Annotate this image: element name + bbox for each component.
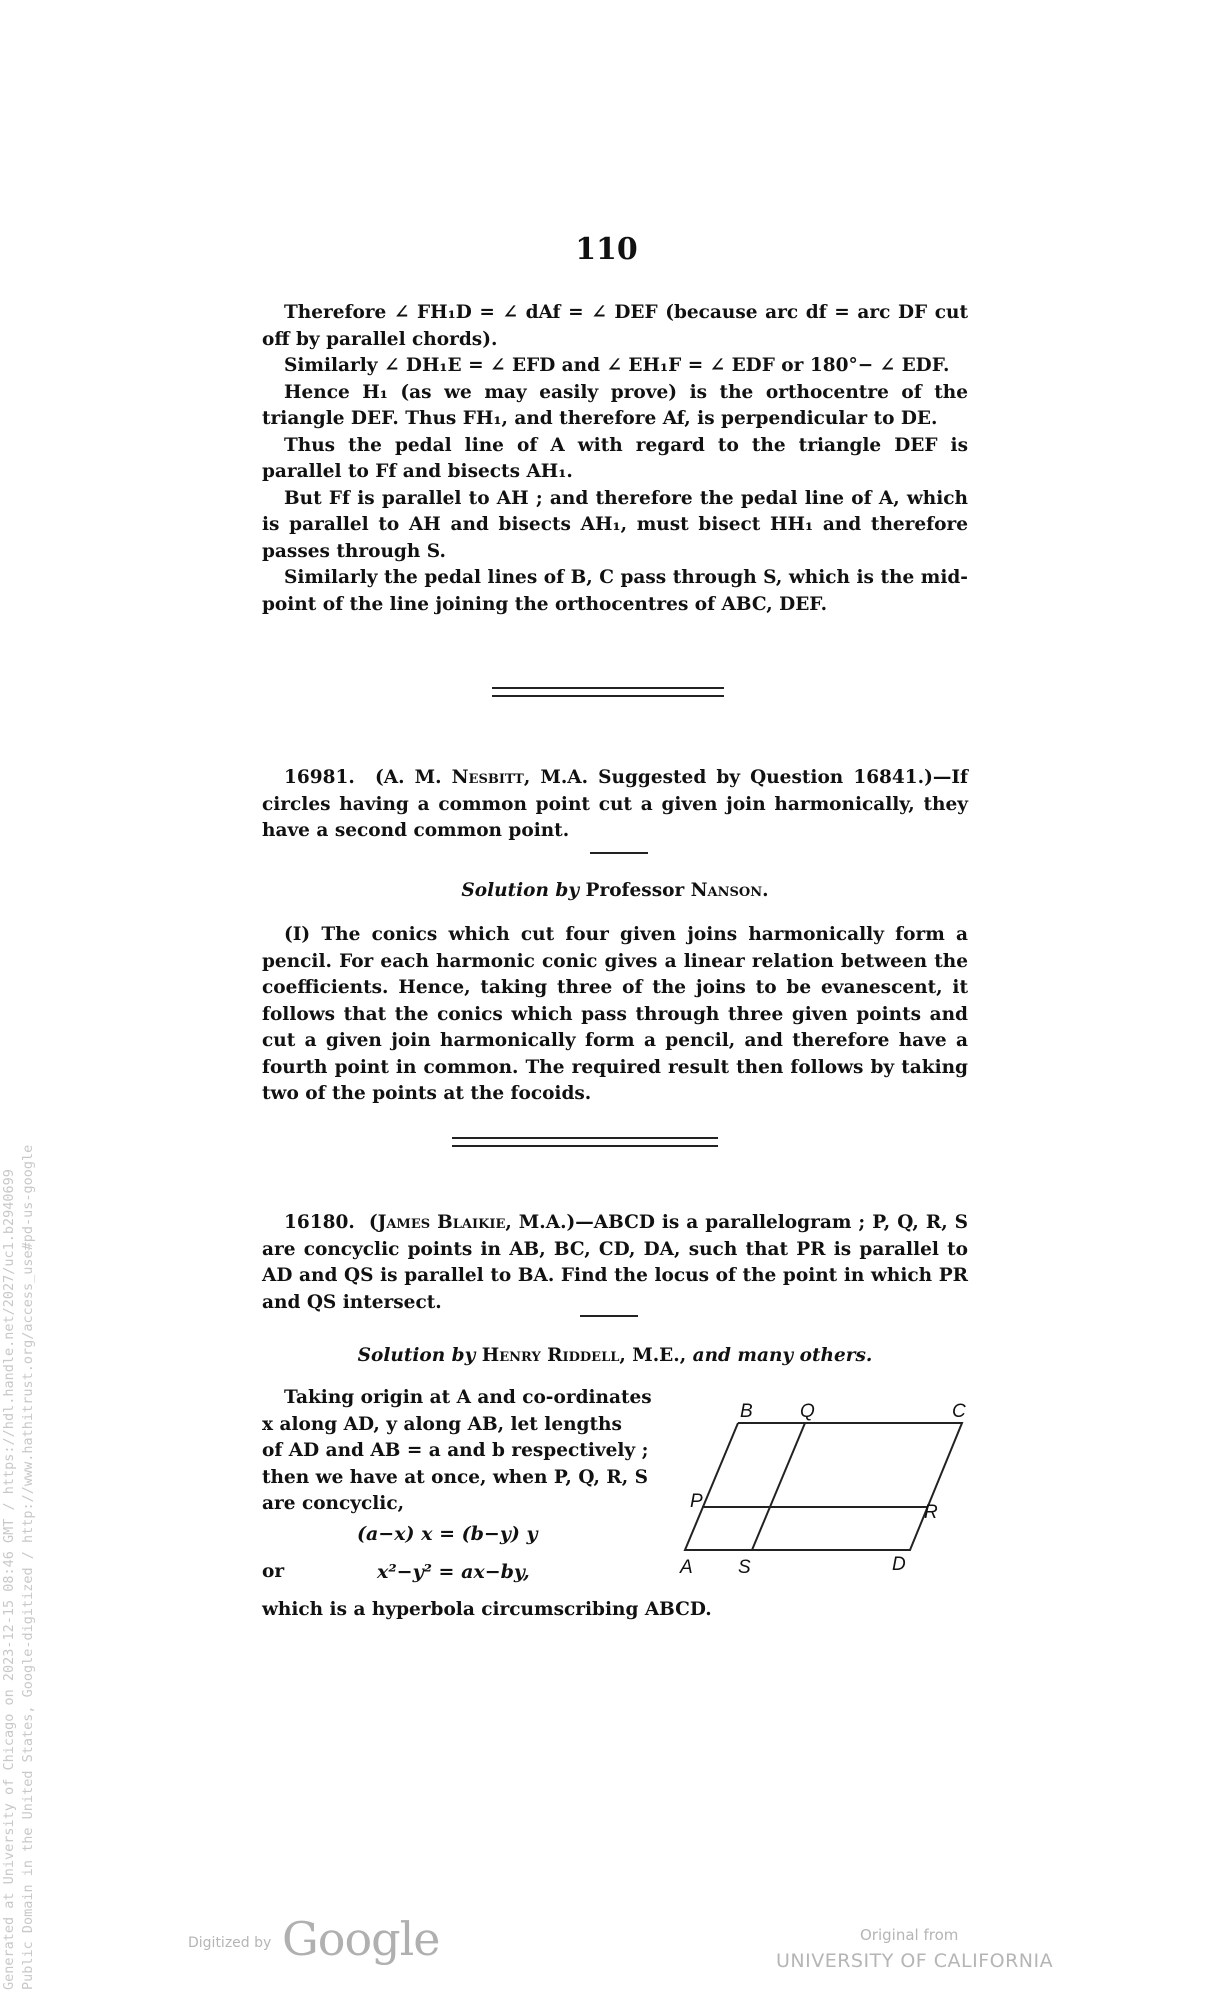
university-label: UNIVERSITY OF CALIFORNIA — [776, 1950, 1054, 1972]
body-line: then we have at once, when P, Q, R, S — [262, 1466, 649, 1488]
parallelogram-outline — [685, 1423, 962, 1550]
label-q: Q — [800, 1401, 815, 1422]
formula: (a−x) x = (b−y) y — [357, 1523, 538, 1545]
label-a: A — [680, 1557, 693, 1578]
google-logo: Google — [282, 1912, 440, 1966]
side-watermark — [0, 990, 38, 1990]
body-line: x along AD, y along AB, let lengths — [262, 1413, 622, 1435]
paragraph: (I) The conics which cut four given joins harmonically form a pencil. For each harmonic conic gives a linear relation between the coefficients. Hence, taking three of the joins to be evanescent, it follows that the conics which pass through three given points and cut a given join harmonically form a pencil, and therefore have a fourth point in common. The required result then follows by taking two of the points at the focoids. — [262, 924, 968, 1104]
solution-suffix: . — [762, 880, 769, 901]
solution-body — [262, 922, 968, 1108]
solution-middle: , M.E., — [619, 1345, 693, 1366]
author-open: (A. M. — [375, 767, 452, 788]
question-statement — [262, 1210, 968, 1316]
solution-label: Solution by — [461, 880, 580, 901]
question-text: , M.A.)—ABCD is a parallelogram ; P, Q, R, S are concyclic points in AB, BC, CD, DA, such that PR is parallel to AD and QS is parallel to BA. Find the locus of the point in which PR and QS intersect. — [262, 1212, 969, 1313]
watermark-line: Generated at University of Chicago on 2023-12-15 08:46 GMT / https://hdl.handle.net/2027/uc1.b2940699 — [1, 1169, 17, 1990]
solution-tail: and many others. — [692, 1345, 873, 1366]
author-name: James Blaikie — [377, 1212, 506, 1233]
body-line: Taking origin at A and co-ordinates — [284, 1387, 652, 1408]
label-c: C — [952, 1401, 966, 1422]
solution-heading — [262, 880, 968, 901]
question-number: 16981. — [284, 767, 355, 788]
paragraph: Similarly the pedal lines of B, C pass through S, which is the mid-point of the line joining the orthocentres of ABC, DEF. — [262, 567, 968, 615]
label-b: B — [740, 1401, 753, 1422]
label-d: D — [892, 1554, 906, 1575]
watermark-line: Public Domain in the United States, Google-digitized / http://www.hathitrust.org/access_use#pd-us-google — [20, 1144, 36, 1990]
body-line: are concyclic, — [262, 1493, 405, 1514]
parallelogram-figure — [660, 1395, 990, 1585]
or-label: or — [262, 1561, 285, 1582]
author-name: Nesbitt — [451, 767, 524, 788]
question-text: , M.A. Suggested by Question 16841.)—If circles having a common point cut a given join harmonically, they have a second common point. — [262, 767, 968, 841]
solution-author: Henry Riddell — [481, 1345, 620, 1366]
section-divider — [492, 687, 724, 697]
question-16981 — [262, 765, 968, 845]
section-divider — [452, 1137, 718, 1147]
paragraph: which is a hyperbola circumscribing ABCD. — [262, 1599, 712, 1620]
solution-body — [262, 1385, 657, 1518]
label-p: P — [690, 1491, 703, 1512]
label-r: R — [924, 1502, 938, 1523]
solution-label: Solution by — [357, 1345, 476, 1366]
author-open: ( — [368, 1212, 378, 1233]
paragraph: Thus the pedal line of A with regard to the triangle DEF is parallel to Ff and bisects AH₁. — [262, 434, 968, 482]
digitized-by-label: Digitized by — [188, 1935, 272, 1951]
solution-prefix: Professor — [585, 880, 691, 901]
formula: x²−y² = ax−by, — [377, 1561, 530, 1583]
paragraph: Hence H₁ (as we may easily prove) is the orthocentre of the triangle DEF. Thus FH₁, and therefore Af, is perpendicular to DE. — [262, 381, 968, 429]
paragraph: Similarly ∠ DH₁E = ∠ EFD and ∠ EH₁F = ∠ EDF or 180°− ∠ EDF. — [284, 355, 950, 376]
body-line: of AD and AB = a and b respectively ; — [262, 1440, 649, 1461]
short-rule — [590, 852, 648, 854]
solution-heading — [262, 1345, 968, 1366]
question-16180 — [262, 1210, 968, 1316]
page-number: 110 — [575, 232, 638, 267]
intro-text — [262, 300, 968, 618]
question-statement — [262, 765, 968, 845]
line-qs — [752, 1423, 805, 1550]
paragraph: Therefore ∠ FH₁D = ∠ dAf = ∠ DEF (because arc df = arc DF cut off by parallel chords). — [262, 302, 968, 350]
short-rule — [580, 1315, 638, 1317]
original-from-label: Original from — [860, 1926, 959, 1944]
conclusion — [262, 1597, 968, 1624]
solution-author: Nanson — [690, 880, 763, 901]
paragraph: But Ff is parallel to AH ; and therefore the pedal line of A, which is parallel to AH and bisects AH₁, must bisect HH₁ and therefore passes through S. — [262, 487, 968, 562]
question-number: 16180. — [284, 1212, 355, 1233]
label-s: S — [738, 1557, 751, 1578]
